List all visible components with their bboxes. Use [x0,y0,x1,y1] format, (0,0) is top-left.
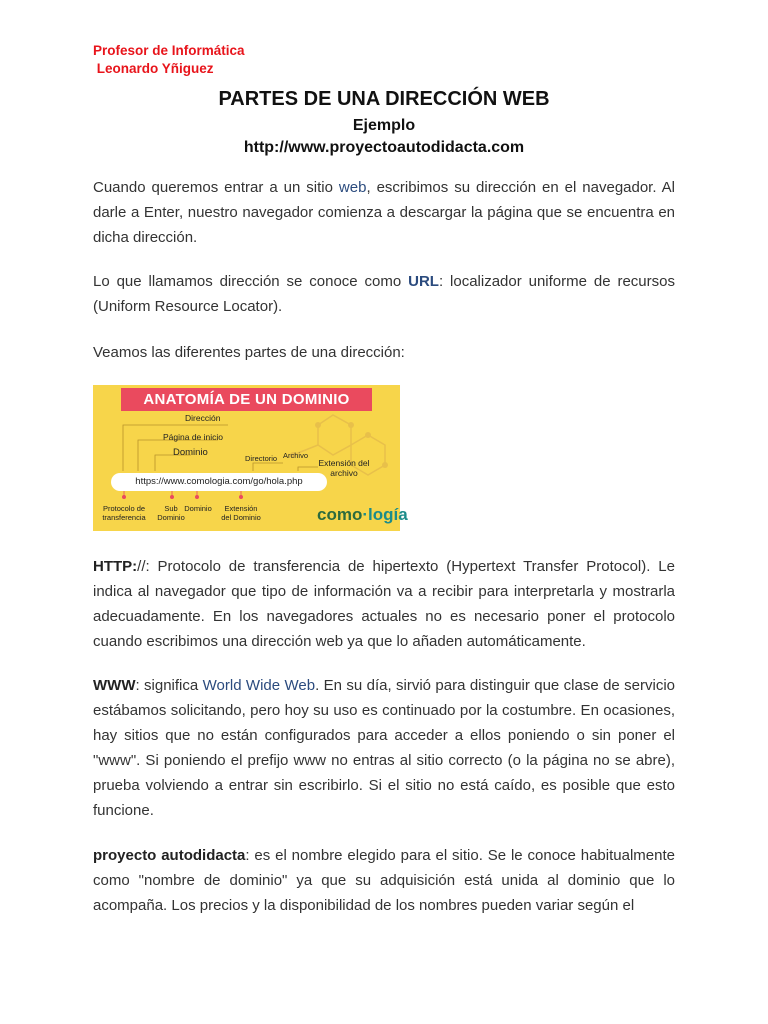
comologia-logo [317,505,408,525]
label-directorio: Directorio [245,454,278,463]
paragraph-text: : localizador uniforme de recursos (Uniform Resource Locator). [93,273,675,315]
label-direccion: Dirección [185,413,221,423]
paragraph-text: . En su día, sirvió para distinguir que clase de servicio estábamos solicitando, pero hoy su uso es continuado por la costumbre. En ocasiones, hay sitios que no están configurados para acceder a ellos poniendo o sin poner el "www". Si poniendo el prefijo www no entras al sitio correcto (o la página no se abre), prueba volviendo a entrar sin escribirlo. Si el sitio no está caído, es posible que esto funcione. [93,677,675,819]
label-extension-archivo: Extensión del archivo [318,458,370,478]
paragraph-domain-name [93,843,675,918]
label-protocolo: Protocolo de transferencia [102,504,146,522]
domain-anatomy-figure [93,385,408,531]
paragraph-text: : significa [135,677,203,694]
figure-banner: ANATOMÍA DE UN DOMINIO [121,388,372,411]
document-title: PARTES DE UNA DIRECCIÓN WEB [218,88,550,110]
paragraph-text: //: Protocolo de transferencia de hipertexto (Hypertext Transfer Protocol). Le indica al navegador que tipo de información va a recibir para interpretarla y mostrarla adecuadamente. En los navegadores actuales no es necesario poner el protocolo cuando escribimos una dirección web ya que lo añaden automáticamente. [93,558,675,650]
paragraph-text: Lo que llamamos dirección se conoce como [93,273,409,290]
world-wide-web-link[interactable]: World Wide Web [202,677,316,694]
example-domain-url: https://www.comologia.com/go/hola.php [111,473,327,491]
paragraph-text: , escribimos su dirección en el navegador. Al darle a Enter, nuestro navegador comienza a descargar la página que se encuentra en dicha dirección. [93,179,675,246]
paragraph-www [93,673,675,823]
label-subdominio: Sub Dominio [157,504,185,522]
logo-part-b: ·logía [362,505,408,524]
term-http: HTTP: [93,558,138,575]
paragraph-intro [93,175,675,250]
url-link[interactable]: URL [408,273,439,290]
author-name-line2: Leonardo Yñiguez [93,61,214,76]
example-url: http://www.proyectoautodidacta.com [243,139,525,156]
label-dominio: Dominio [173,447,208,458]
label-extension-dominio: Extensión del Dominio [221,504,261,522]
label-pagina-inicio: Página de inicio [163,432,224,442]
paragraph-url [93,269,675,319]
paragraph-parts-intro: Veamos las diferentes partes de una dirección: [93,344,405,361]
author-name-line1: Profesor de Informática [93,43,245,58]
paragraph-http [93,554,675,654]
document-subtitle: Ejemplo [352,117,416,134]
term-www: WWW [93,677,136,694]
label-dominio-bottom: Dominio [184,504,212,513]
logo-part-a: como [317,505,363,524]
label-archivo: Archivo [283,451,309,460]
web-link[interactable]: web [338,179,367,196]
term-proyecto-autodidacta: proyecto autodidacta [93,847,246,864]
paragraph-text: Cuando queremos entrar a un sitio [93,179,339,196]
paragraph-text: : es el nombre elegido para el sitio. Se le conoce habitualmente como "nombre de dominio" ya que su adquisición está unida al dominio que lo acompaña. Los precios y la disponibilidad de los nombres pueden variar según el [93,847,675,914]
